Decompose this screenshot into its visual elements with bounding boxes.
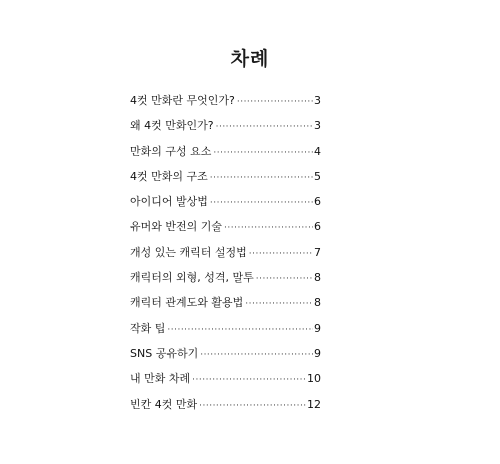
toc-entry-page: 4 [314,144,321,158]
toc-entry [130,366,321,391]
toc-leader-dots [245,292,313,317]
toc-leader-dots [249,242,313,267]
toc-leader-dots [216,115,313,140]
toc-leader-dots [210,191,313,216]
toc-entry-label: 4컷 만화란 무엇인가? [130,94,235,107]
toc-entry-label: SNS 공유하기 [130,346,199,360]
toc-entry-page: 6 [314,220,321,234]
toc-leader-dots [210,166,313,191]
toc-entry [130,316,321,341]
toc-entry [130,214,321,239]
toc-leader-dots [167,318,313,343]
toc-entry-page: 12 [307,397,321,411]
page-title: 차례 [230,48,270,70]
toc-entry-page: 6 [314,195,321,209]
toc-entry-page: 10 [307,372,321,386]
toc-entry [130,139,321,164]
toc-leader-dots [237,90,313,115]
toc-entry [130,113,321,138]
toc-leader-dots [192,368,306,393]
toc-entry [130,164,321,189]
table-of-contents [130,88,321,417]
toc-entry-label: 개성 있는 캐릭터 설정법 [130,245,247,259]
toc-entry [130,392,321,417]
toc-entry-page: 3 [314,94,321,107]
toc-leader-dots [199,394,306,419]
toc-entry-label: 내 만화 차례 [130,372,191,386]
toc-entry [130,290,321,315]
toc-entry-label: 빈칸 4컷 만화 [130,397,198,411]
toc-entry [130,341,321,366]
toc-leader-dots [256,267,313,292]
toc-entry-page: 9 [314,346,321,360]
toc-entry-page: 3 [314,119,321,133]
toc-entry-page: 7 [314,245,321,259]
toc-entry [130,88,321,113]
toc-entry-label: 캐릭터의 외형, 성격, 말투 [130,271,254,285]
toc-entry-page: 9 [314,321,321,335]
toc-entry-label: 작화 팁 [130,321,166,335]
toc-entry-label: 캐릭터 관계도와 활용법 [130,296,244,310]
toc-leader-dots [213,141,313,166]
toc-entry-label: 유머와 반전의 기술 [130,220,223,234]
toc-entry-page: 8 [314,271,321,285]
toc-leader-dots [224,216,313,241]
toc-entry-page: 8 [314,296,321,310]
toc-entry-page: 5 [314,169,321,183]
toc-leader-dots [200,343,313,368]
toc-entry [130,265,321,290]
toc-entry-label: 만화의 구성 요소 [130,144,212,158]
toc-entry-label: 아이디어 발상법 [130,195,208,209]
toc-entry [130,240,321,265]
toc-entry [130,189,321,214]
toc-entry-label: 왜 4컷 만화인가? [130,119,214,133]
toc-entry-label: 4컷 만화의 구조 [130,169,208,183]
